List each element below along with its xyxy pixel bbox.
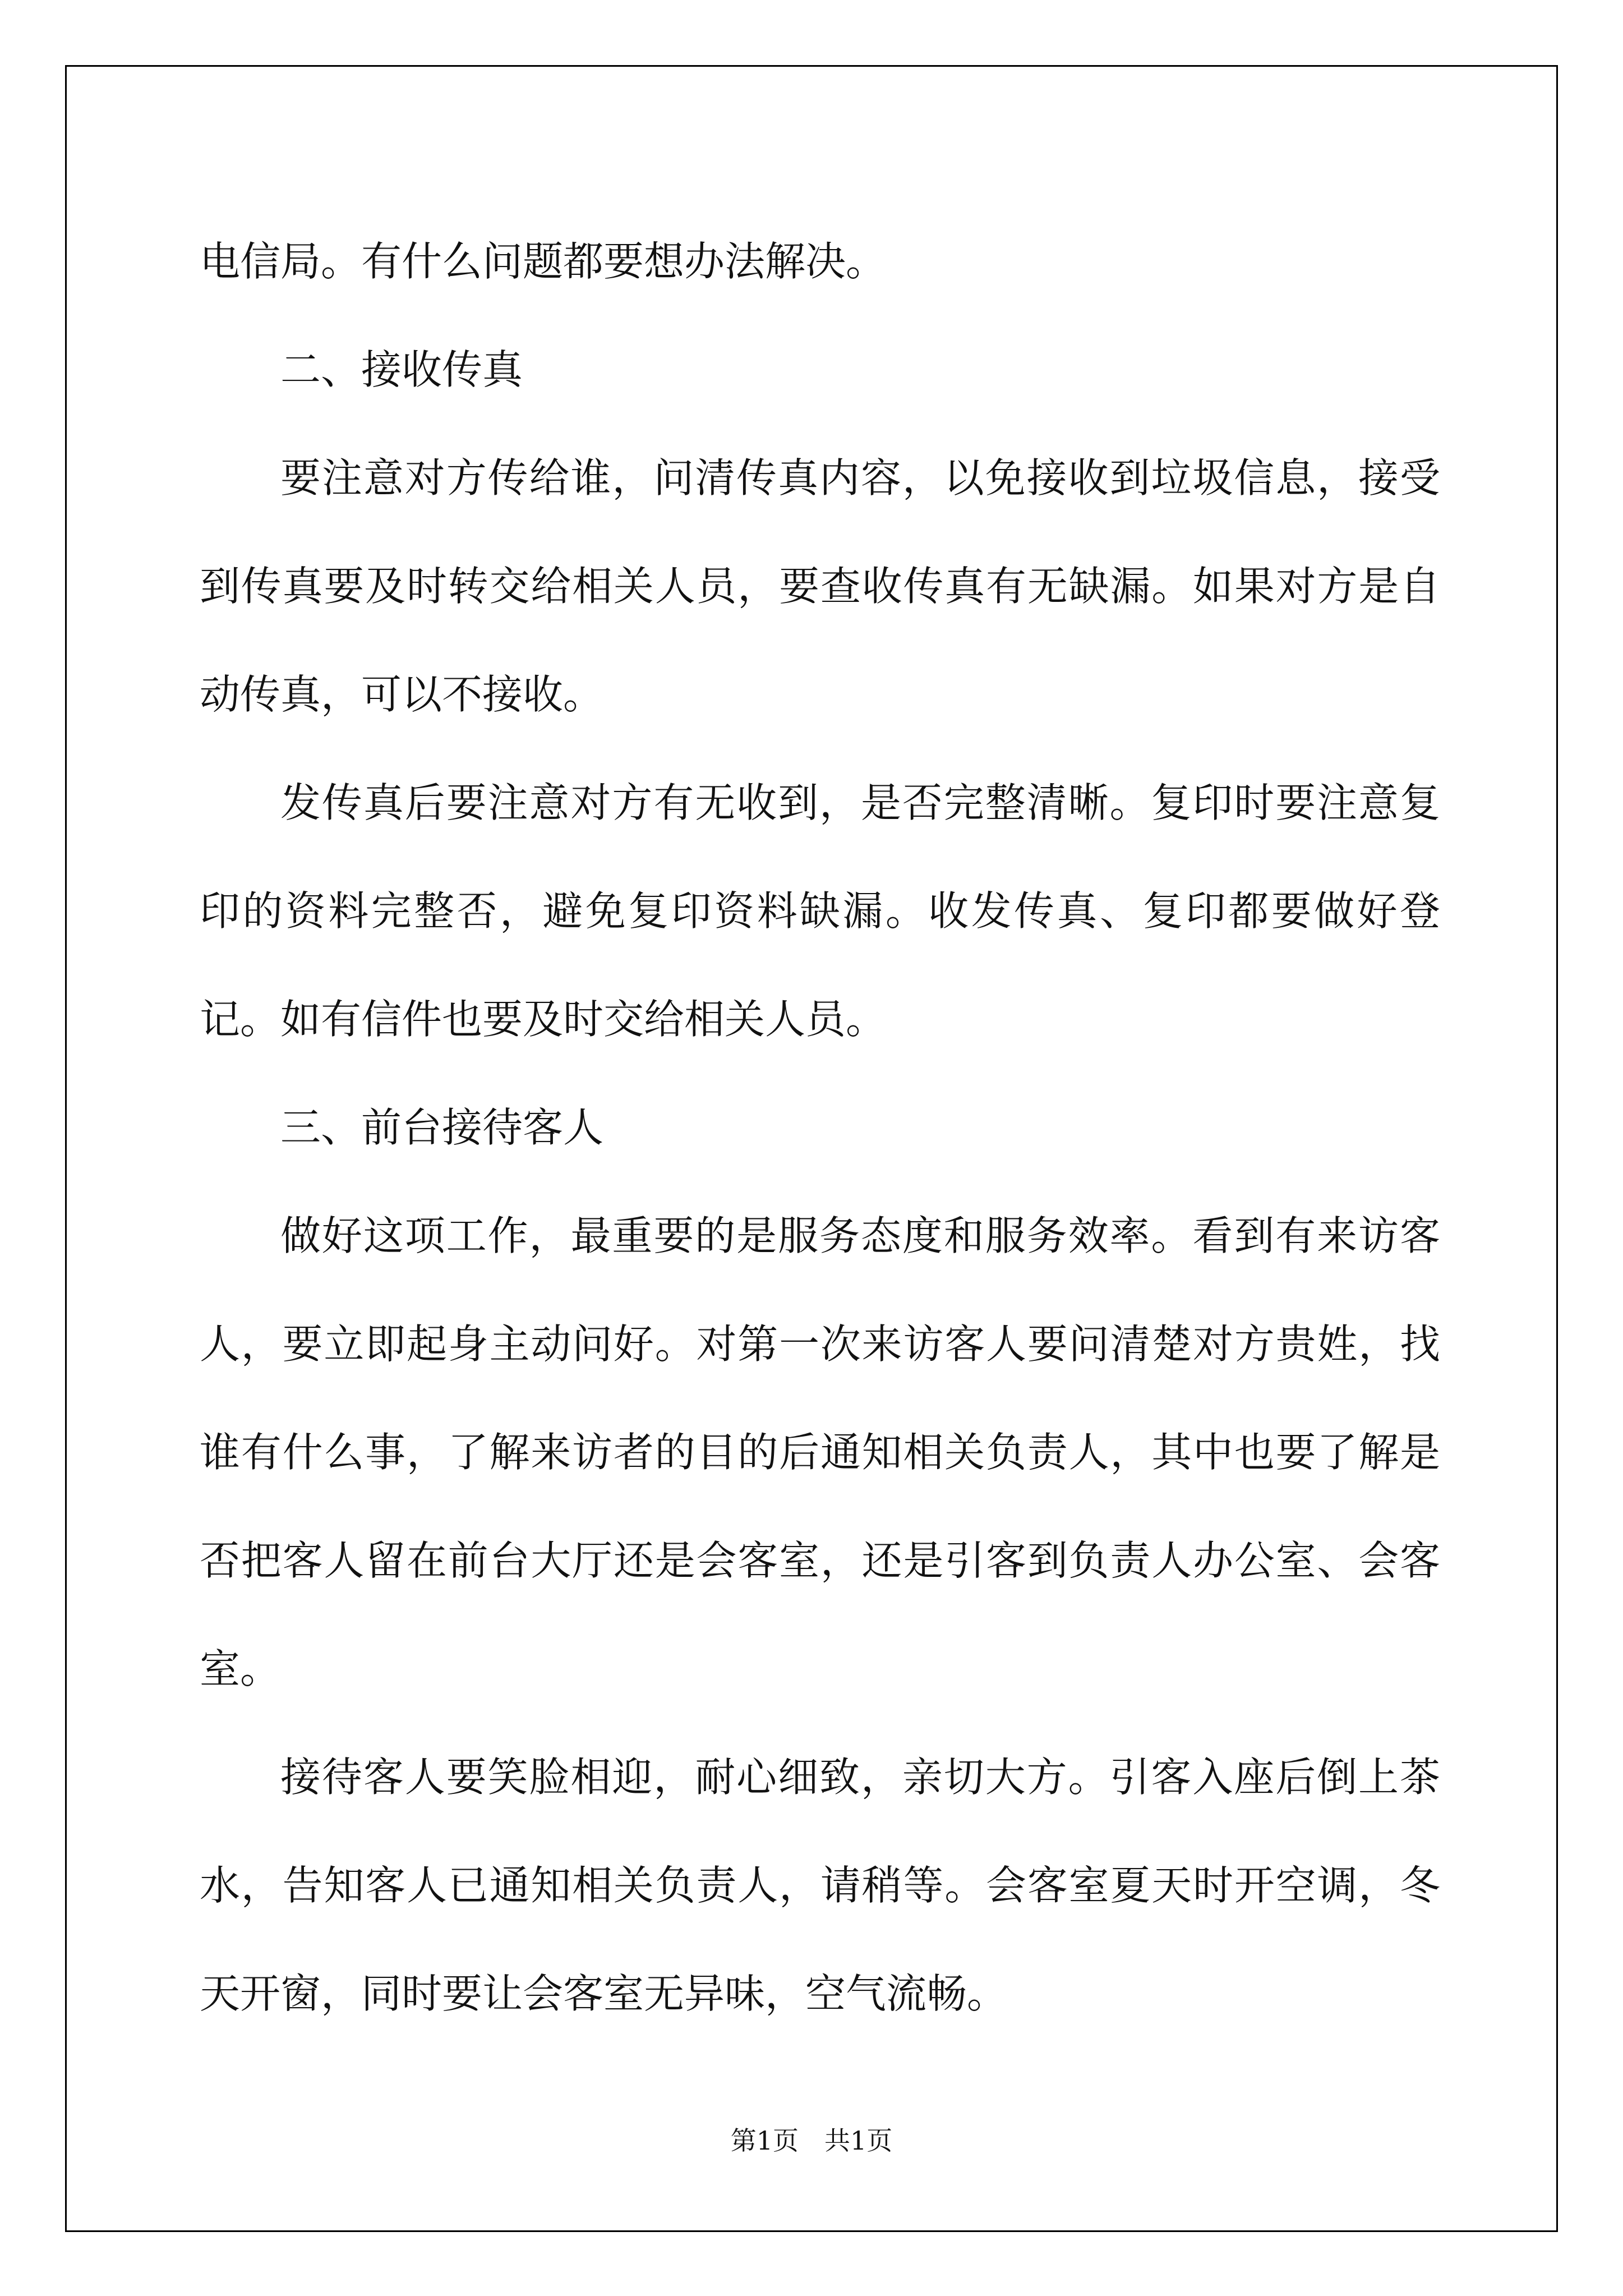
section-heading-reception: 三、前台接待客人: [280, 1104, 604, 1151]
paragraph-reception-hospitality: 接待客人要笑脸相迎，耐心细致，亲切大方。引客入座后倒上茶水，告知客人已通知相关负责人，请稍等。会客室夏天时开空调，冬天开窗，同时要让会客室无异味，空气流畅。: [200, 1754, 1440, 2017]
document-body: [200, 208, 1440, 2048]
paragraph-send-fax-copy: 发传真后要注意对方有无收到，是否完整清晰。复印时要注意复印的资料完整否，避免复印资料缺漏。收发传真、复印都要做好登记。如有信件也要及时交给相关人员。: [200, 779, 1440, 1043]
page-footer: 第1页 共1页: [730, 2125, 893, 2156]
section-heading-receive-fax: 二、接收传真: [280, 346, 523, 393]
paragraph-reception-service: 做好这项工作，最重要的是服务态度和服务效率。看到有来访客人，要立即起身主动问好。对第一次来访客人要问清楚对方贵姓，找谁有什么事，了解来访者的目的后通知相关负责人，其中也要了解是否把客人留在前台大厅还是会客室，还是引客到负责人办公室、会客室。: [200, 1212, 1440, 1692]
paragraph-receive-fax: 要注意对方传给谁，问清传真内容，以免接收到垃圾信息，接受到传真要及时转交给相关人员，要查收传真有无缺漏。如果对方是自动传真，可以不接收。: [200, 454, 1440, 718]
paragraph-continuation: 电信局。有什么问题都要想办法解决。: [200, 238, 887, 285]
